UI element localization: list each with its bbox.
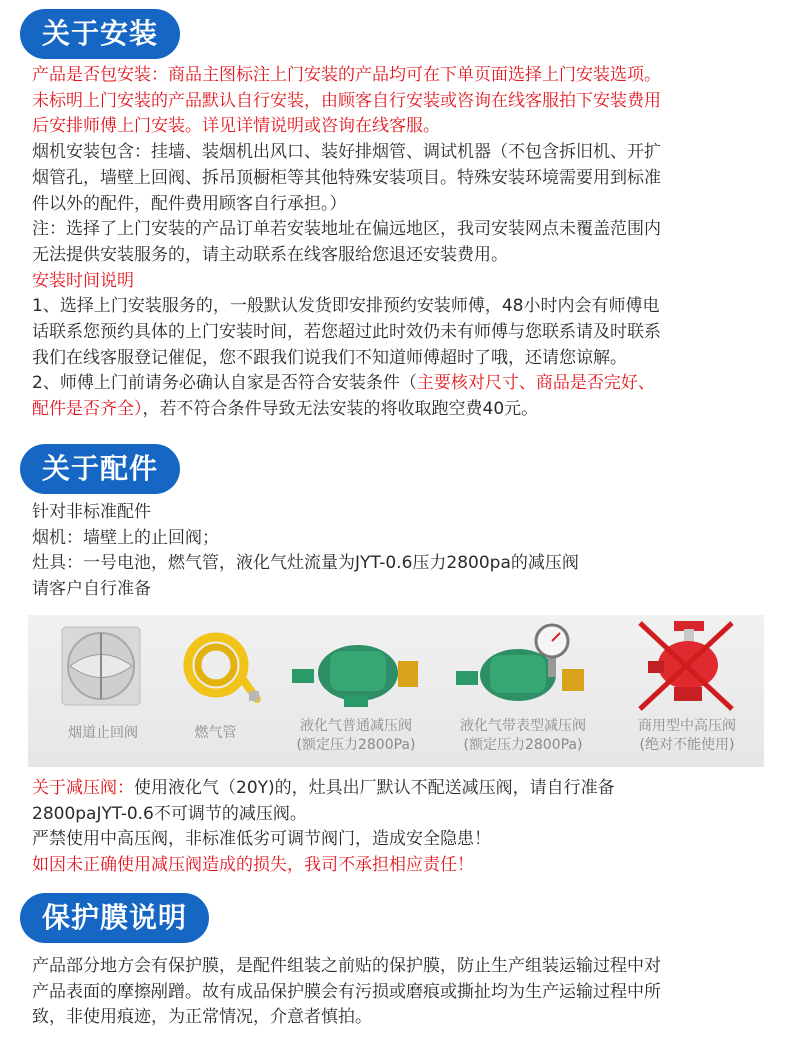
install-text xyxy=(32,63,772,423)
parts-caption-sub: (绝对不能使用) xyxy=(639,737,735,753)
film-text xyxy=(32,954,772,1031)
install-highlight: 主要核对尺寸、商品是否完好、 xyxy=(416,373,655,394)
install-line: 我们在线客服登记催促，您不跟我们说我们不知道师傅超时了哦，还请您谅解。 xyxy=(32,347,627,368)
film-line: 产品表面的摩擦剐蹭。故有成品保护膜会有污损或磨痕或撕扯均为生产运输过程中所 xyxy=(32,981,661,1002)
parts-item xyxy=(28,615,178,767)
parts-item xyxy=(438,615,608,767)
parts-item xyxy=(163,615,268,767)
install-line: 话联系您预约具体的上门安装时间，若您超过此时效仍未有师傅与您联系请及时联系 xyxy=(32,322,661,343)
regulator-notes xyxy=(32,776,772,879)
install-line: 注：选择了上门安装的产品订单若安装地址在偏远地区，我司安装网点未覆盖范围内 xyxy=(32,219,661,240)
section-title-install: 关于安装 xyxy=(20,9,180,59)
install-line-part: ，若不符合条件导致无法安装的将收取跑空费40元。 xyxy=(142,399,539,420)
parts-line: 针对非标准配件 xyxy=(32,502,151,522)
parts-caption: 烟道止回阀 xyxy=(68,725,138,741)
regulator-note-label: 关于减压阀： xyxy=(32,778,134,798)
parts-item xyxy=(612,615,762,767)
gauge-regulator-icon xyxy=(452,621,594,713)
regulator-note-line xyxy=(32,776,772,802)
film-line: 产品部分地方会有保护膜，是配件组装之前贴的保护膜，防止生产组装运输过程中对 xyxy=(32,956,661,976)
parts-item xyxy=(276,615,436,767)
parts-image-strip xyxy=(28,615,764,767)
install-line: 后安排师傅上门安装。详见详情说明或咨询在线客服。 xyxy=(32,116,440,137)
regulator-note-warning: 如因未正确使用减压阀造成的损失，我司不承担相应责任！ xyxy=(32,855,474,876)
install-line xyxy=(32,371,772,397)
install-line xyxy=(32,397,772,423)
install-line-part: 2、师傅上门前请务必确认自家是否符合安装条件（ xyxy=(32,373,417,394)
parts-caption: 燃气管 xyxy=(194,725,237,741)
install-line: 1、选择上门安装服务的，一般默认发货即安排预约安装师傅，48小时内会有师傅电 xyxy=(32,296,660,317)
parts-caption-sub: (额定压力2800Pa) xyxy=(296,737,416,753)
parts-text xyxy=(32,500,772,603)
parts-caption: 商用型中高压阀 xyxy=(638,718,736,734)
regulator-note-line: 严禁使用中高压阀，非标准低劣可调节阀门，造成安全隐患！ xyxy=(32,829,491,850)
regulator-icon xyxy=(288,631,426,711)
parts-line: 烟机：墙壁上的止回阀； xyxy=(32,527,219,548)
install-line: 未标明上门安装的产品默认自行安装，由顾客自行安装或咨询在线客服拍下安装费用 xyxy=(32,90,661,111)
install-time-heading: 安装时间说明 xyxy=(32,270,134,291)
film-line: 致，非使用痕迹，为正常情况，介意者慎拍。 xyxy=(32,1007,372,1028)
parts-caption-sub: (额定压力2800Pa) xyxy=(463,737,583,753)
install-highlight: 配件是否齐全） xyxy=(32,399,143,420)
parts-caption: 液化气带表型减压阀 xyxy=(460,718,586,734)
section-title-parts: 关于配件 xyxy=(20,444,180,494)
install-line: 产品是否包安装：商品主图标注上门安装的产品均可在下单页面选择上门安装选项。 xyxy=(32,65,661,85)
parts-caption: 液化气普通减压阀 xyxy=(300,718,412,734)
high-pressure-valve-icon xyxy=(634,617,738,715)
check-valve-icon xyxy=(60,625,142,707)
parts-line: 请客户自行准备 xyxy=(32,579,151,600)
install-line: 烟机安装包含：挂墙、装烟机出风口、装好排烟管、调试机器（不包含拆旧机、开扩 xyxy=(32,142,661,163)
regulator-note-text: 使用液化气（20Y)的，灶具出厂默认不配送减压阀，请自行准备 xyxy=(134,778,615,798)
install-line: 烟管孔，墙壁上回阀、拆吊顶橱柜等其他特殊安装项目。特殊安装环境需要用到标准 xyxy=(32,167,661,188)
install-line: 件以外的配件，配件费用顾客自行承担。） xyxy=(32,193,347,214)
regulator-note-line: 2800paJYT-0.6不可调节的减压阀。 xyxy=(32,803,307,824)
section-title-film: 保护膜说明 xyxy=(20,893,209,943)
gas-hose-icon xyxy=(171,627,261,707)
install-line: 无法提供安装服务的，请主动联系在线客服给您退还安装费用。 xyxy=(32,244,508,265)
parts-line: 灶具：一号电池，燃气管，液化气灶流量为JYT-0.6压力2800pa的减压阀 xyxy=(32,553,579,574)
